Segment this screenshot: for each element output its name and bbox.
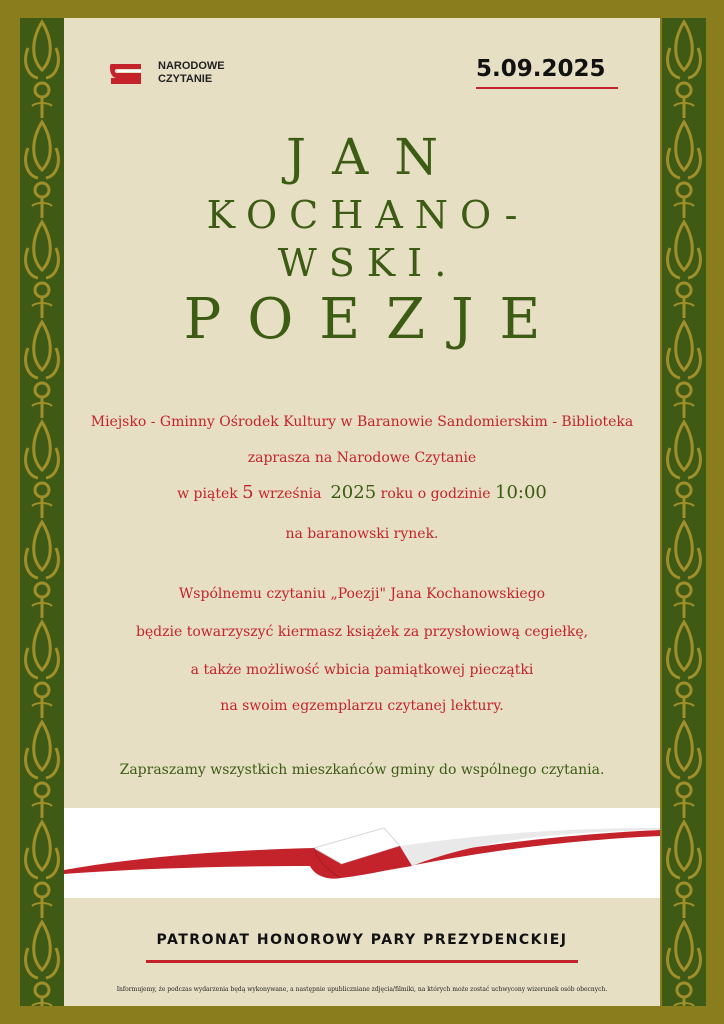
year: 2025 (330, 482, 377, 503)
organizer-text: Miejsko - Gminny Ośrodek Kultury w Baranowie Sandomierskim - Biblioteka (90, 414, 634, 430)
place-text: na baranowski rynek. (285, 526, 439, 542)
time: 10:00 (495, 482, 547, 503)
logo-line-1: NARODOWE (158, 60, 225, 72)
details-line-1: Wspólnemu czytaniu „Poezji" Jana Kochanowskiego (178, 586, 546, 602)
logo-line-2: CZYTANIE (158, 73, 213, 85)
title-line-4: POEZJE (183, 287, 567, 352)
day-number: 5 (242, 482, 254, 503)
book-icon (108, 60, 148, 86)
title-line-3: WSKI. (277, 241, 459, 285)
flag-ribbon (64, 808, 660, 898)
event-date: 5.09.2025 (476, 56, 606, 82)
poster-content (64, 18, 660, 1006)
narodowe-czytanie-logo (108, 60, 225, 86)
legal-notice: Informujemy, że podczas wydarzenia będą wykonywane, a następnie upubliczniane zdjęcia/filmiki, na których może zostać uchwycony wizerunek osób obecnych. (116, 986, 608, 993)
details-line-3: a także możliwość wbicia pamiątkowej pieczątki (190, 662, 534, 678)
patronage-underline (146, 960, 578, 963)
closing-text: Zapraszamy wszystkich mieszkańców gminy do wspólnego czytania. (119, 762, 605, 778)
title-line-2: KOCHANO- (206, 193, 530, 237)
ribbon-graphic (64, 808, 660, 898)
day-prefix: w piątek (177, 486, 238, 502)
ornamental-border-right (662, 18, 706, 1006)
time-prefix: roku o godzinie (380, 486, 491, 502)
month: września (258, 486, 322, 502)
ornament-pattern-right (662, 18, 706, 1006)
title-line-1: JAN (286, 128, 464, 186)
details-line-4: na swoim egzemplarzu czytanej lektury. (220, 698, 504, 714)
date-underline (476, 87, 618, 89)
ornamental-border-left (20, 18, 64, 1006)
invites-text: zaprasza na Narodowe Czytanie (247, 450, 477, 466)
ornament-pattern-left (20, 18, 64, 1006)
patronage-text: PATRONAT HONOROWY PARY PREZYDENCKIEJ (156, 932, 568, 948)
details-line-2: będzie towarzyszyć kiermasz książek za przysłowiową cegiełkę, (135, 624, 589, 640)
date-time-line (64, 482, 660, 503)
